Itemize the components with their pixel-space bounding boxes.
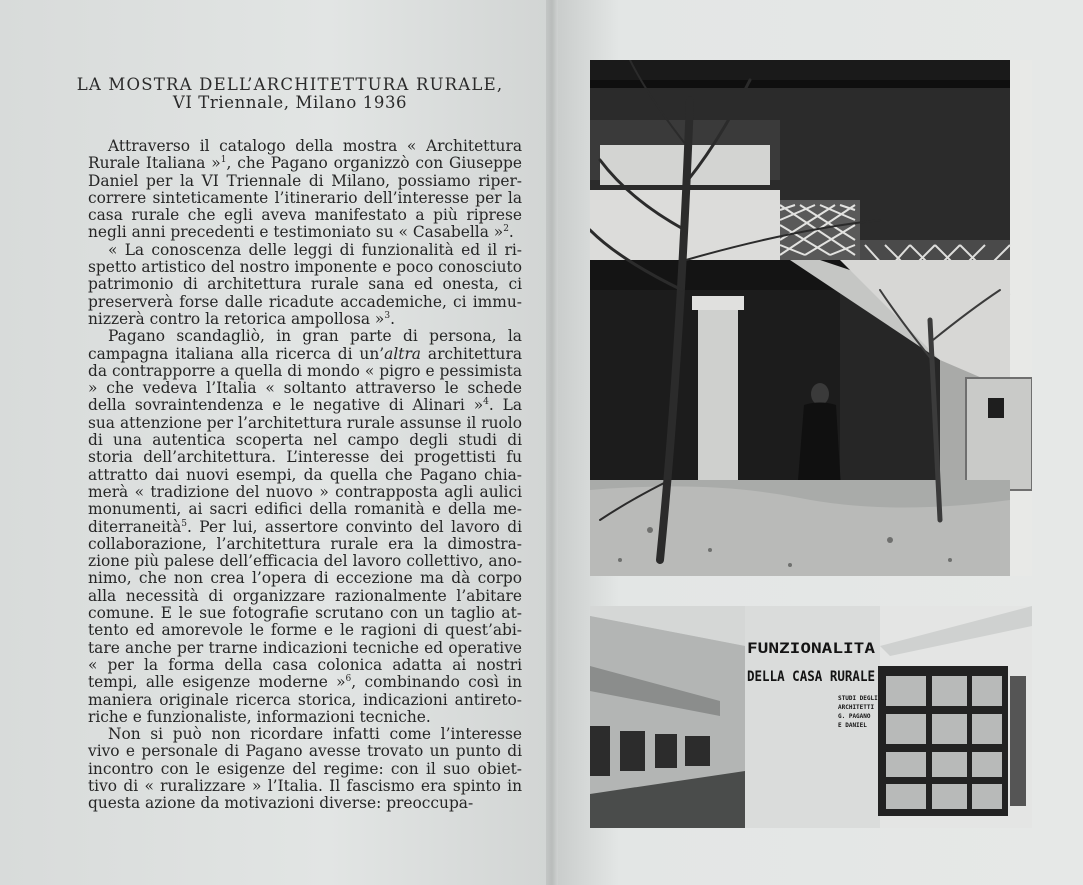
footnote-ref: 2 [503,224,509,235]
sign-small2: ARCHITETTI [838,704,875,711]
rural-house-photo [590,60,1032,576]
text-run: « La conoscenza delle leggi di funzionalità ed il rispetto artistico del nostro imponente e poco conosciuto patrimonio di architettura rurale sana ed onesta, ci preserverà forse dalle ricadute accademiche, ci immunizzerà contro la retorica ampollosa » [88,240,522,328]
text-run: . La sua attenzione per l’architettura rurale assunse il ruolo di una autentica scoperta nel campo degli studi di storia dell’architettura. L’interesse dei progettisti fu attratto dai nuovi esempi, da quella che Pagano chiamerà « tradizione del nuovo » contrapposta agli aulici monumenti, ai sacri edifici della romanità e della mediterraneità [88,396,522,536]
exhibition-photo [590,606,1032,828]
text-run: Pagano scandagliò, in gran parte di persona, la campagna italiana alla ricerca di un’ [88,327,522,363]
text-run: , combinando così in maniera originale ricerca storica, indicazioni antiretoriche e funzionaliste, informazioni tecniche. [88,673,523,726]
sign-small3: G. PAGANO [838,713,871,720]
sign-line1: FUNZIONALITA [747,641,876,657]
footnote-ref: 3 [384,310,391,321]
sign-line2: DELLA CASA RURALE [747,669,875,685]
footnote-ref: 5 [181,518,187,529]
chapter-title-line2: VI Triennale, Milano 1936 [172,93,408,112]
paragraph [88,242,522,328]
chapter-title-line1: LA MOSTRA DELL’ARCHITETTURA RURALE, [76,75,504,94]
text-run: Attraverso il catalogo della mostra « Architettura Rurale Italiana » [88,137,522,173]
emphasis-text: altra [384,344,421,363]
text-run: . [508,223,514,242]
exhibition-photo-image [590,606,1032,828]
footnote-ref: 1 [220,155,227,166]
text-run: . [390,309,395,328]
text-run: , che Pagano organizzò con Giuseppe Daniel per la VI Triennale di Milano, possiamo ripercorrere sinteticamente l’itinerario dell’interesse per la casa rurale che egli aveva manifestato a più riprese negli anni precedenti e testimoniato su « Casabella » [88,154,522,242]
paragraph [88,726,522,812]
text-run: architettura da contrapporre a quella di mondo « pigro e pessimista » che vedeva l’Italia « soltanto attraverso le schede della sovraintendenza e le negative di Alinari » [88,344,522,415]
footnote-ref: 4 [483,397,489,408]
rural-house-photo-image [590,60,1032,576]
sign-small4: E DANIEL [838,722,867,729]
body-text [88,138,522,813]
paragraph [88,138,522,242]
text-run: . Per lui, assertore convinto del lavoro di collaborazione, l’architettura rurale era la dimostrazione più palese dell’efficacia del lavoro collettivo, anonimo, che non crea l’opera di eccezione ma dà corpo alla necessità di organizzare razionalmente l’abitare comune. E le sue fotografie scrutano con un taglio attento ed amorevole le forme e le ragioni di quest’abitare anche per trarne indicazioni tecniche ed operative « per la forma della casa colonica adatta ai nostri tempi, alle esigenze moderne » [88,517,522,692]
book-gutter [546,0,558,885]
sign-small1: STUDI DEGLI [838,695,878,702]
chapter-title [60,76,520,112]
paragraph [88,328,522,726]
footnote-ref: 6 [345,674,352,685]
text-run: Non si può non ricordare infatti come l’interesse vivo e personale di Pagano avesse trovato un punto di incontro con le esigenze del regime: con il suo obiettivo di « ruralizzare » l’Italia. Il fascismo era spinto in questa azione da motivazioni diverse: preoccupa- [88,725,522,813]
